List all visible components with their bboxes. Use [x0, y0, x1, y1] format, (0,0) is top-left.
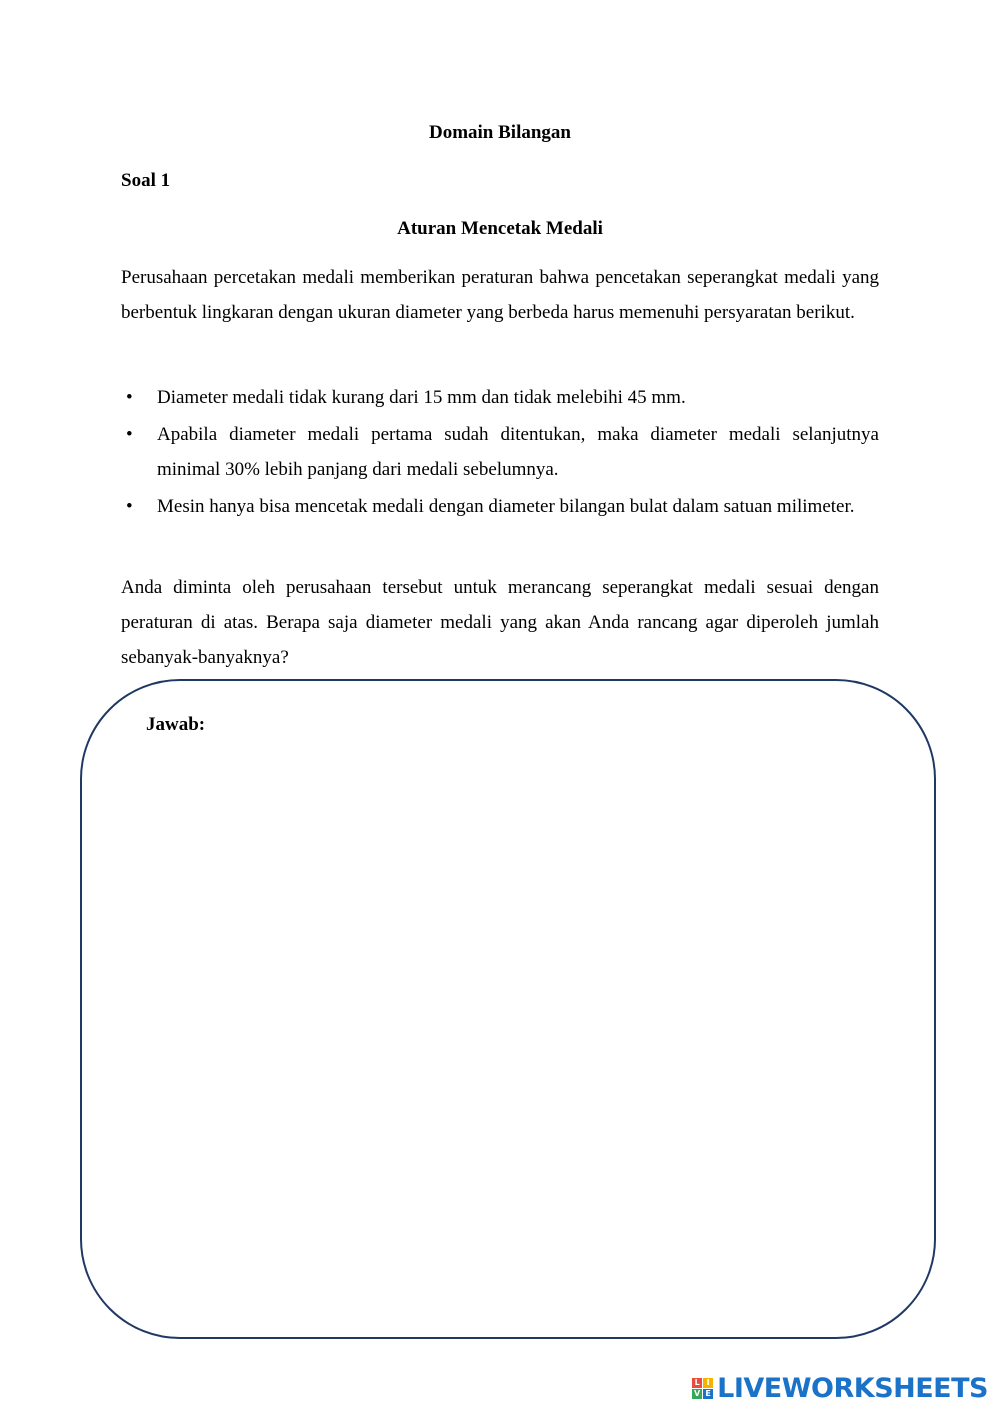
bullet-icon: • — [126, 387, 133, 408]
rule-item — [121, 489, 879, 524]
rule-text: Apabila diameter medali pertama sudah ditentukan, maka diameter medali selanjutnya minimal 30% lebih panjang dari medali sebelumnya. — [157, 424, 879, 480]
logo-letter: V — [694, 1389, 701, 1398]
question-paragraph: Anda diminta oleh perusahaan tersebut untuk merancang seperangkat medali sesuai dengan peraturan di atas. Berapa saja diameter medali yang akan Anda rancang agar diperoleh jumlah sebanyak-banyaknya? — [121, 577, 879, 668]
question-number-label: Soal 1 — [121, 170, 171, 191]
brand-name: LIVEWORKSHEETS — [717, 1373, 988, 1404]
rule-item — [121, 380, 879, 415]
answer-label: Jawab: — [146, 714, 206, 735]
rules-list — [121, 380, 879, 526]
logo-letter: I — [703, 1378, 713, 1388]
domain-title: Domain Bilangan — [428, 122, 571, 143]
problem-title: Aturan Mencetak Medali — [397, 218, 603, 239]
answer-box[interactable] — [80, 679, 936, 1339]
liveworksheets-icon — [692, 1378, 713, 1399]
logo-letter: E — [703, 1389, 713, 1399]
intro-paragraph: Perusahaan percetakan medali memberikan peraturan bahwa pencetakan seperangkat medali yang berbentuk lingkaran dengan ukuran diameter yang berbeda harus memenuhi persyaratan berikut. — [121, 267, 879, 323]
rule-text: Mesin hanya bisa mencetak medali dengan diameter bilangan bulat dalam satuan milimeter. — [157, 496, 855, 517]
rule-text: Diameter medali tidak kurang dari 15 mm dan tidak melebihi 45 mm. — [157, 387, 686, 408]
liveworksheets-logo — [692, 1373, 988, 1404]
logo-letter: L — [692, 1378, 702, 1388]
rule-item — [121, 417, 879, 487]
bullet-icon: • — [126, 496, 133, 517]
bullet-icon: • — [126, 424, 133, 445]
